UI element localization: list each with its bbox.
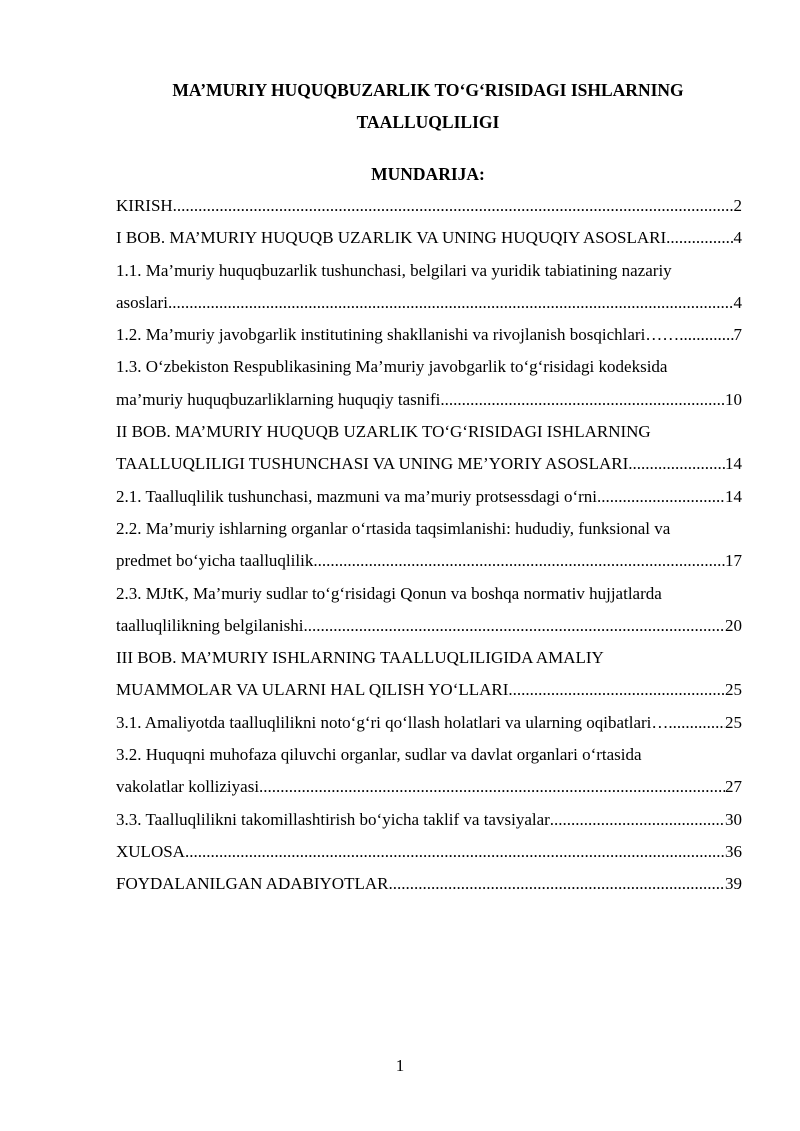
toc-dot-leader [185,836,725,868]
toc-dot-leader [259,771,725,803]
toc-entry[interactable] [116,513,742,578]
toc-page-number: 4 [733,228,742,248]
toc-entry-line [116,868,742,900]
toc-entry-text: III BOB. MA’MURIY ISHLARNING TAALLUQLILIGIDA AMALIY [116,648,604,668]
toc-entry-line [116,610,742,642]
toc-page-number: 2 [733,196,742,215]
toc-page-number: 36 [725,841,742,861]
toc-entry[interactable] [116,739,742,804]
toc-entry-line [116,448,742,480]
toc-entry[interactable] [116,578,742,643]
toc-entry-text: 1.2. Ma’muriy javobgarlik institutining shakllanishi va rivojlanish bosqichlari…… [116,325,680,345]
toc-entry-text: XULOSA [116,841,185,861]
toc-entry-text: predmet bo‘yicha taalluqlilik [116,551,314,571]
toc-page-number: 30 [725,809,742,829]
toc-dot-leader [668,707,725,739]
toc-dot-leader [303,610,725,642]
toc-entry-line [116,481,742,513]
toc-entry[interactable] [116,351,742,416]
toc-entry-line [116,190,742,222]
toc-entry-text: 3.3. Taalluqlilikni takomillashtirish bo‘yicha taklif va tavsiyalar [116,809,550,829]
toc-entry-text: asoslari [116,292,168,312]
toc-entry-line [116,384,742,416]
contents-heading: MUNDARIJA: [371,164,485,184]
toc-entry[interactable] [116,222,742,254]
toc-entry-text: 3.1. Amaliyotda taalluqlilikni noto‘g‘ri qo‘llash holatlari va ularning oqibatlari… [116,712,669,732]
toc-entry-line [116,674,742,706]
toc-entry-text: 2.3. MJtK, Ma’muriy sudlar to‘g‘risidagi Qonun va boshqa normativ hujjatlarda [116,583,662,603]
toc-entry[interactable] [116,707,742,739]
toc-page-number: 14 [725,454,742,474]
toc-entry-line [116,319,742,351]
toc-entry-text: 3.2. Huquqni muhofaza qiluvchi organlar, sudlar va davlat organlari o‘rtasida [116,745,642,765]
toc-entry-line [116,545,742,577]
toc-entry-line [116,804,742,836]
toc-entry-text: FOYDALANILGAN ADABIYOTLAR [116,874,389,894]
toc-entry-text: TAALLUQLILIGI TUSHUNCHASI VA UNING ME’YORIY ASOSLARI [116,454,629,474]
toc-page-number: 27 [725,777,742,797]
toc-page-number: 7 [733,325,742,345]
toc-entry-line [116,287,742,319]
toc-dot-leader [597,481,725,513]
toc-entry-text: 2.2. Ma’muriy ishlarning organlar o‘rtasida taqsimlanishi: hududiy, funksional va [116,518,671,538]
toc-dot-leader [313,545,725,577]
toc-entry-text: II BOB. MA’MURIY HUQUQB UZARLIK TO‘G‘RISIDAGI ISHLARNING [116,422,651,442]
toc-entry[interactable] [116,804,742,836]
title-line-1: MA’MURIY HUQUQBUZARLIK TO‘G‘RISIDAGI ISHLARNING [172,80,684,100]
toc-page-number: 20 [725,615,742,635]
toc-entry-text: MUAMMOLAR VA ULARNI HAL QILISH YO‘LLARI [116,680,509,700]
toc-entry-text: 1.3. O‘zbekiston Respublikasining Ma’muriy javobgarlik to‘g‘risidagi kodeksida [116,357,668,377]
toc-entry-text: 1.1. Ma’muriy huquqbuzarlik tushunchasi, belgilari va yuridik tabiatining nazariy [116,260,672,280]
toc-entry[interactable] [116,868,742,900]
toc-entry-text: taalluqlilikning belgilanishi [116,615,304,635]
toc-entry[interactable] [116,255,742,320]
toc-entry-text: vakolatlar kolliziyasi [116,777,260,797]
toc-dot-leader [168,287,734,319]
title-line-2: TAALLUQLILIGI [356,112,500,132]
toc-entry-line [116,707,742,739]
toc-entry[interactable] [116,481,742,513]
toc-entry-line [116,836,742,868]
table-of-contents [116,190,742,901]
page-number: 1 [395,1056,405,1075]
toc-entry[interactable] [116,836,742,868]
toc-entry-line [116,771,742,803]
toc-page-number: 4 [733,292,742,312]
toc-dot-leader [388,868,725,900]
toc-page-number: 25 [725,712,742,732]
toc-entry[interactable] [116,642,742,707]
toc-entry-text: ma’muriy huquqbuzarliklarning huquqiy tasnifi [116,389,441,409]
toc-page-number: 25 [725,680,742,700]
document-title [80,74,776,138]
toc-page-number: 10 [725,389,742,409]
toc-entry[interactable] [116,319,742,351]
toc-page-number: 14 [725,486,742,506]
toc-entry-text: 2.1. Taalluqlilik tushunchasi, mazmuni va ma’muriy protsessdagi o‘rni [116,486,598,506]
toc-entry-text: I BOB. MA’MURIY HUQUQB UZARLIK VA UNING HUQUQIY ASOSLARI [116,228,667,248]
toc-dot-leader [173,190,734,222]
toc-page-number: 17 [725,551,742,571]
toc-dot-leader [440,384,725,416]
toc-entry[interactable] [116,416,742,481]
toc-dot-leader [666,222,733,254]
toc-entry-text: KIRISH [116,196,173,215]
toc-dot-leader [628,448,725,480]
toc-dot-leader [508,674,725,706]
toc-entry[interactable] [116,190,742,222]
toc-dot-leader [550,804,725,836]
toc-page-number: 39 [725,874,742,894]
toc-entry-line [116,222,742,254]
toc-dot-leader [679,319,733,351]
